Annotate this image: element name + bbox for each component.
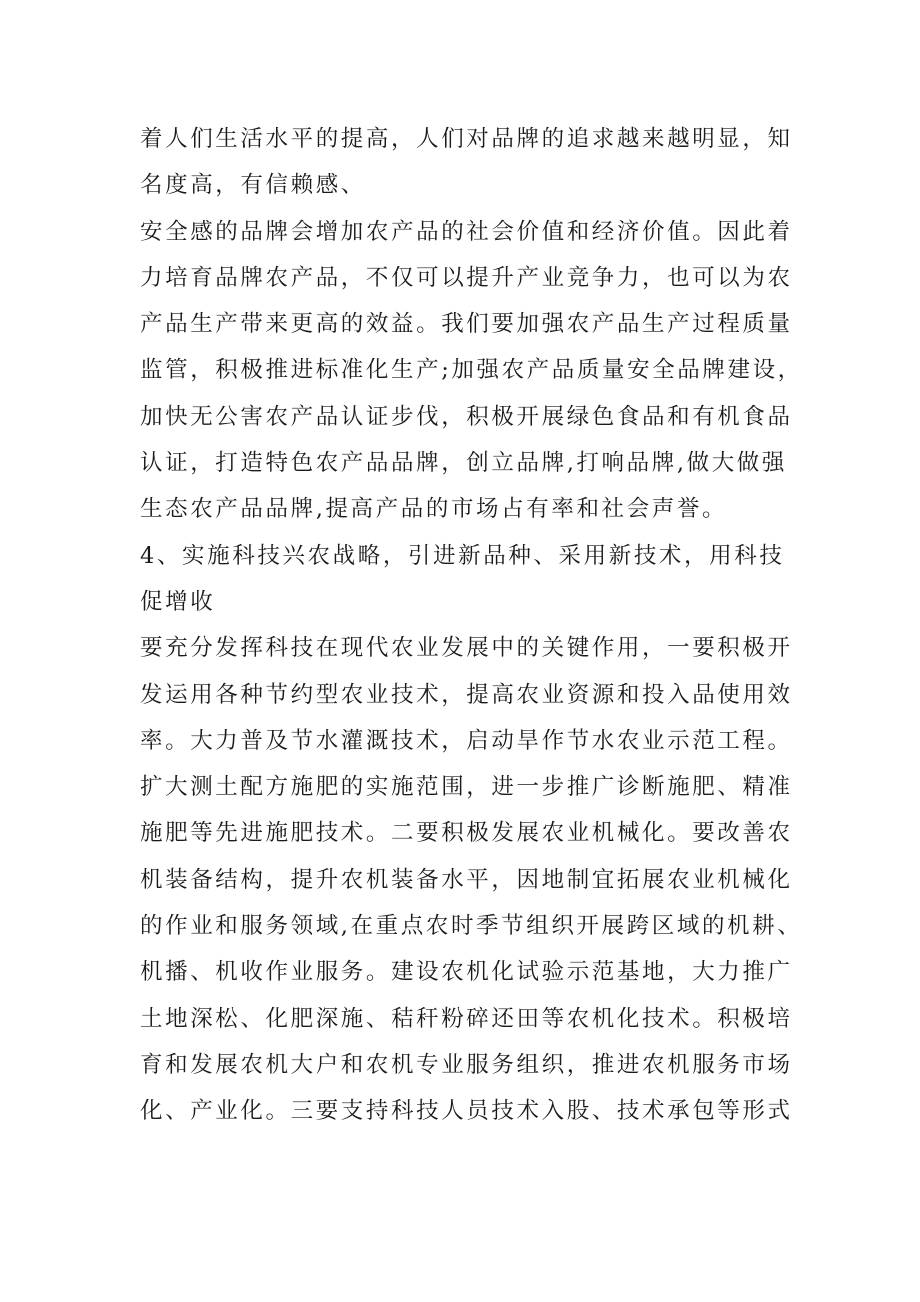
text-line: 育和发展农机大户和农机专业服务组织，推进农机服务市场 <box>140 1051 793 1078</box>
text-line: 安全感的品牌会增加农产品的社会价值和经济价值。因此着 <box>140 218 793 245</box>
text-line: 加快无公害农产品认证步伐，积极开展绿色食品和有机食品 <box>140 403 793 430</box>
text-line: 扩大测土配方施肥的实施范围，进一步推广诊断施肥、精准 <box>140 774 793 801</box>
text-line: 要充分发挥科技在现代农业发展中的关键作用，一要积极开 <box>140 635 793 662</box>
text-line: 率。大力普及节水灌溉技术，启动旱作节水农业示范工程。 <box>140 727 793 754</box>
text-line: 名度高，有信赖感、 <box>140 172 366 199</box>
text-line: 监管，积极推进标准化生产;加强农产品质量安全品牌建设， <box>140 357 803 384</box>
text-line: 的作业和服务领域,在重点农时季节组织开展跨区域的机耕、 <box>140 913 803 940</box>
text-line: 机装备结构，提升农机装备水平，因地制宜拓展农业机械化 <box>140 866 793 893</box>
text-line: 土地深松、化肥深施、秸秆粉碎还田等农机化技术。积极培 <box>140 1005 793 1032</box>
section-heading: 4、实施科技兴农战略，引进新品种、采用新技术，用科技 <box>140 542 785 569</box>
text-line: 化、产业化。三要支持科技人员技术入股、技术承包等形式 <box>140 1098 793 1125</box>
text-line: 施肥等先进施肥技术。二要积极发展农业机械化。要改善农 <box>140 820 793 847</box>
body-text <box>140 116 803 1135</box>
text-line: 机播、机收作业服务。建设农机化试验示范基地，大力推广 <box>140 959 793 986</box>
text-line: 着人们生活水平的提高，人们对品牌的追求越来越明显，知 <box>140 126 793 152</box>
text-line: 发运用各种节约型农业技术，提高农业资源和投入品使用效 <box>140 681 793 708</box>
text-line: 认证，打造特色农产品品牌，创立品牌,打响品牌,做大做强 <box>140 450 788 477</box>
section-heading-continued: 促增收 <box>140 588 216 615</box>
text-line: 力培育品牌农产品，不仅可以提升产业竞争力，也可以为农 <box>140 264 793 291</box>
text-line: 生态农产品品牌,提高产品的市场占有率和社会声誉。 <box>140 496 728 523</box>
text-line: 产品生产带来更高的效益。我们要加强农产品生产过程质量 <box>140 311 793 338</box>
